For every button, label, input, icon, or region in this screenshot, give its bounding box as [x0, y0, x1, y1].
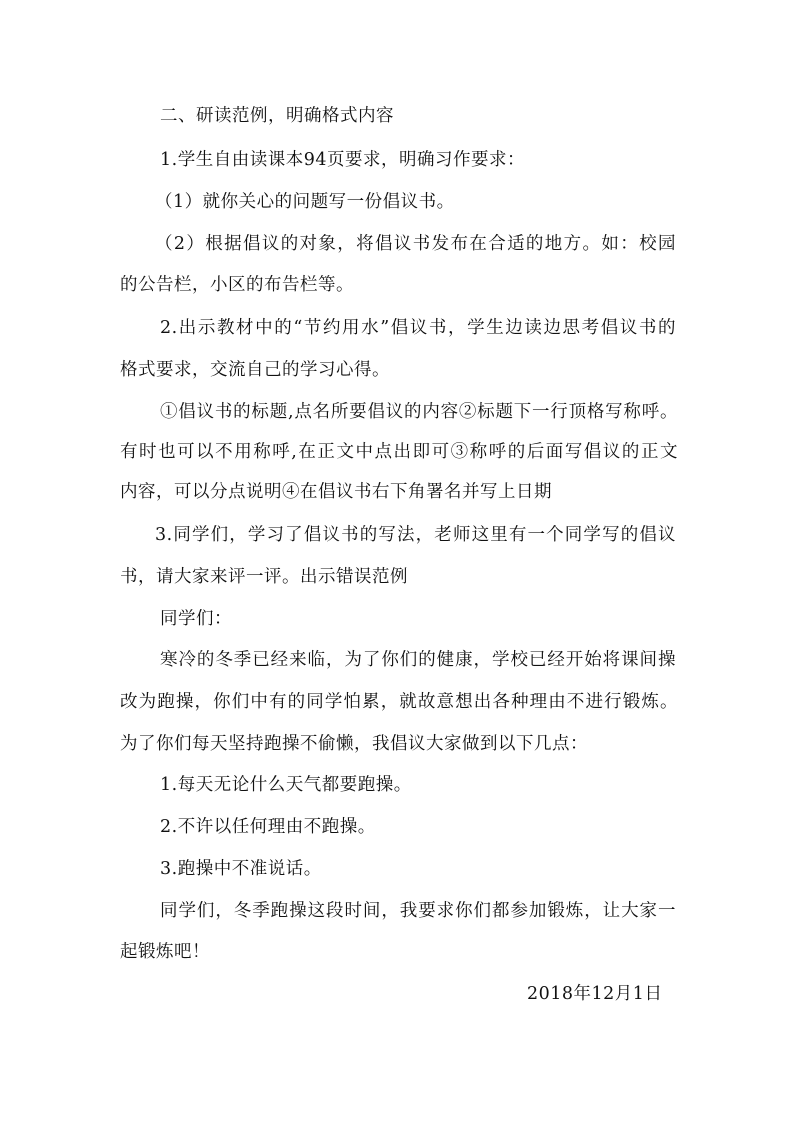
step3-line1: 3.同学们，学习了倡议书的写法，老师这里有一个同学写的倡议 — [155, 525, 676, 545]
example-point1: 1.每天无论什么天气都要跑操。 — [160, 775, 412, 795]
format-line3: 内容，可以分点说明④在倡议书右下角署名并写上日期 — [120, 482, 552, 502]
step2-line1: 2.出示教材中的“节约用水”倡议书，学生边读边思考倡议书的 — [160, 318, 676, 338]
step1-item2-line1: （2）根据倡议的对象，将倡议书发布在合适的地方。如：校园 — [155, 234, 676, 254]
example-salutation: 同学们： — [160, 609, 232, 629]
step1-text: 1.学生自由读课本94页要求，明确习作要求： — [160, 150, 525, 170]
step2-line2: 格式要求，交流自己的学习心得。 — [120, 360, 390, 380]
example-body-line1: 寒冷的冬季已经来临，为了你们的健康，学校已经开始将课间操 — [160, 650, 676, 670]
format-line2: 有时也可以不用称呼,在正文中点出即可③称呼的后面写倡议的正文 — [120, 442, 678, 462]
step1-item2-line2: 的公告栏，小区的布告栏等。 — [120, 275, 354, 295]
example-date: 2018年12月1日 — [527, 984, 663, 1004]
step1-item1: （1）就你关心的问题写一份倡议书。 — [155, 192, 455, 212]
example-point2: 2.不许以任何理由不跑操。 — [160, 817, 376, 837]
example-closing-line2: 起锻炼吧！ — [120, 942, 210, 962]
example-body-line3: 为了你们每天坚持跑操不偷懒，我倡议大家做到以下几点： — [120, 734, 588, 754]
step3-line2: 书，请大家来评一评。出示错误范例 — [120, 567, 408, 587]
example-body-line2: 改为跑操，你们中有的同学怕累，就故意想出各种理由不进行锻炼。 — [120, 692, 678, 712]
section-heading: 二、研读范例，明确格式内容 — [160, 106, 394, 126]
format-line1: ①倡议书的标题,点名所要倡议的内容②标题下一行顶格写称呼。 — [160, 402, 678, 422]
example-closing-line1: 同学们，冬季跑操这段时间，我要求你们都参加锻炼，让大家一 — [160, 901, 676, 921]
example-point3: 3.跑操中不准说话。 — [160, 859, 322, 879]
